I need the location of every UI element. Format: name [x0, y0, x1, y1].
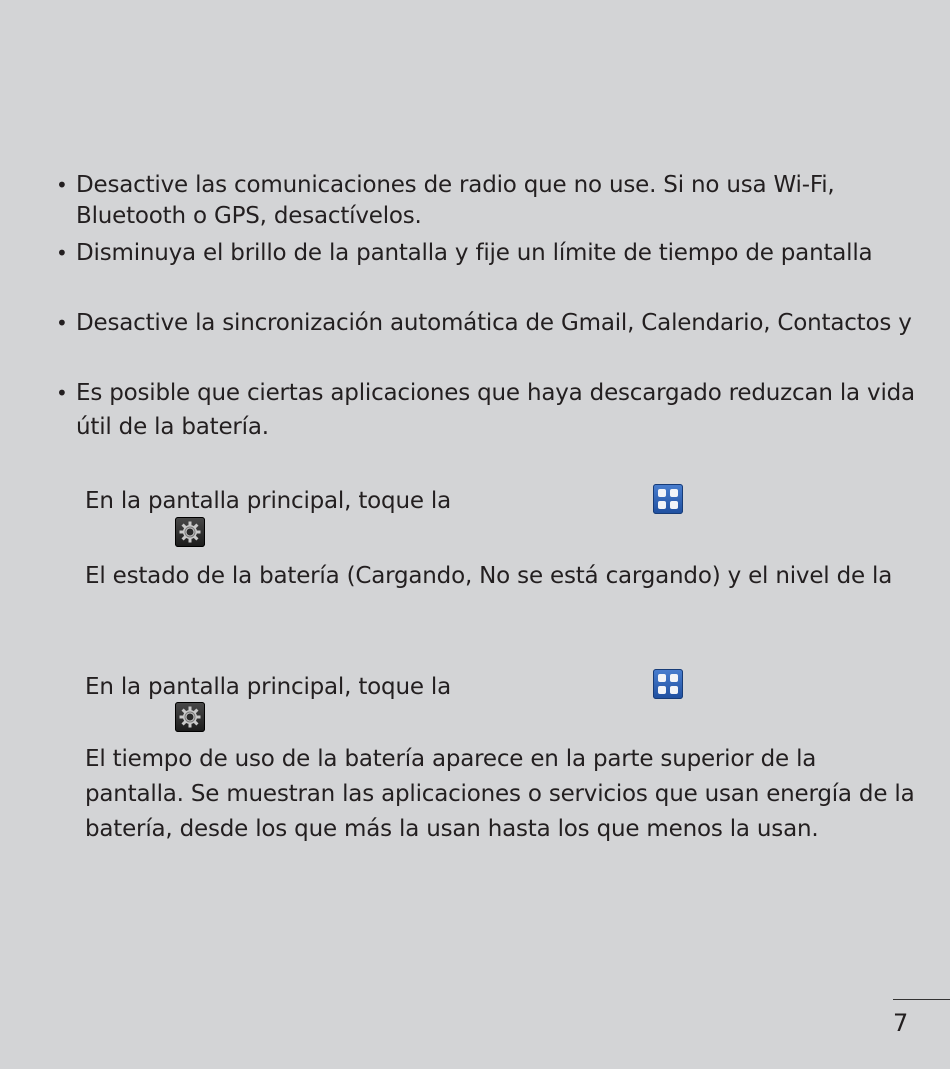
- footer-divider: [893, 999, 950, 1000]
- battery-usage-description-line-1: El tiempo de uso de la batería aparece en la parte superior de la: [85, 746, 817, 772]
- tip-1-line-1: Desactive las comunicaciones de radio que no use. Si no usa Wi-Fi,: [76, 172, 835, 198]
- tip-2-line-1: Disminuya el brillo de la pantalla y fije un límite de tiempo de pantalla: [76, 240, 873, 266]
- page-number: 7: [893, 1009, 909, 1037]
- bullet: •: [56, 381, 68, 405]
- tip-4-line-2: útil de la batería.: [76, 414, 269, 440]
- battery-status-description: El estado de la batería (Cargando, No se está cargando) y el nivel de la: [85, 563, 893, 589]
- battery-usage-description-line-3: batería, desde los que más la usan hasta los que menos la usan.: [85, 816, 819, 842]
- battery-usage-description-line-2: pantalla. Se muestran las aplicaciones o servicios que usan energía de la: [85, 781, 915, 807]
- tip-4-line-1: Es posible que ciertas aplicaciones que haya descargado reduzcan la vida: [76, 380, 915, 406]
- bullet: •: [56, 311, 68, 335]
- tip-1-line-2: Bluetooth o GPS, desactívelos.: [76, 203, 422, 229]
- apps-grid-icon: [653, 669, 683, 699]
- bullet: •: [56, 173, 68, 197]
- battery-usage-step: En la pantalla principal, toque la: [85, 674, 451, 700]
- settings-gear-icon: [175, 702, 205, 732]
- apps-grid-icon: [653, 484, 683, 514]
- settings-gear-icon: [175, 517, 205, 547]
- battery-status-step: En la pantalla principal, toque la: [85, 488, 451, 514]
- tip-3-line-1: Desactive la sincronización automática de Gmail, Calendario, Contactos y: [76, 310, 912, 336]
- bullet: •: [56, 241, 68, 265]
